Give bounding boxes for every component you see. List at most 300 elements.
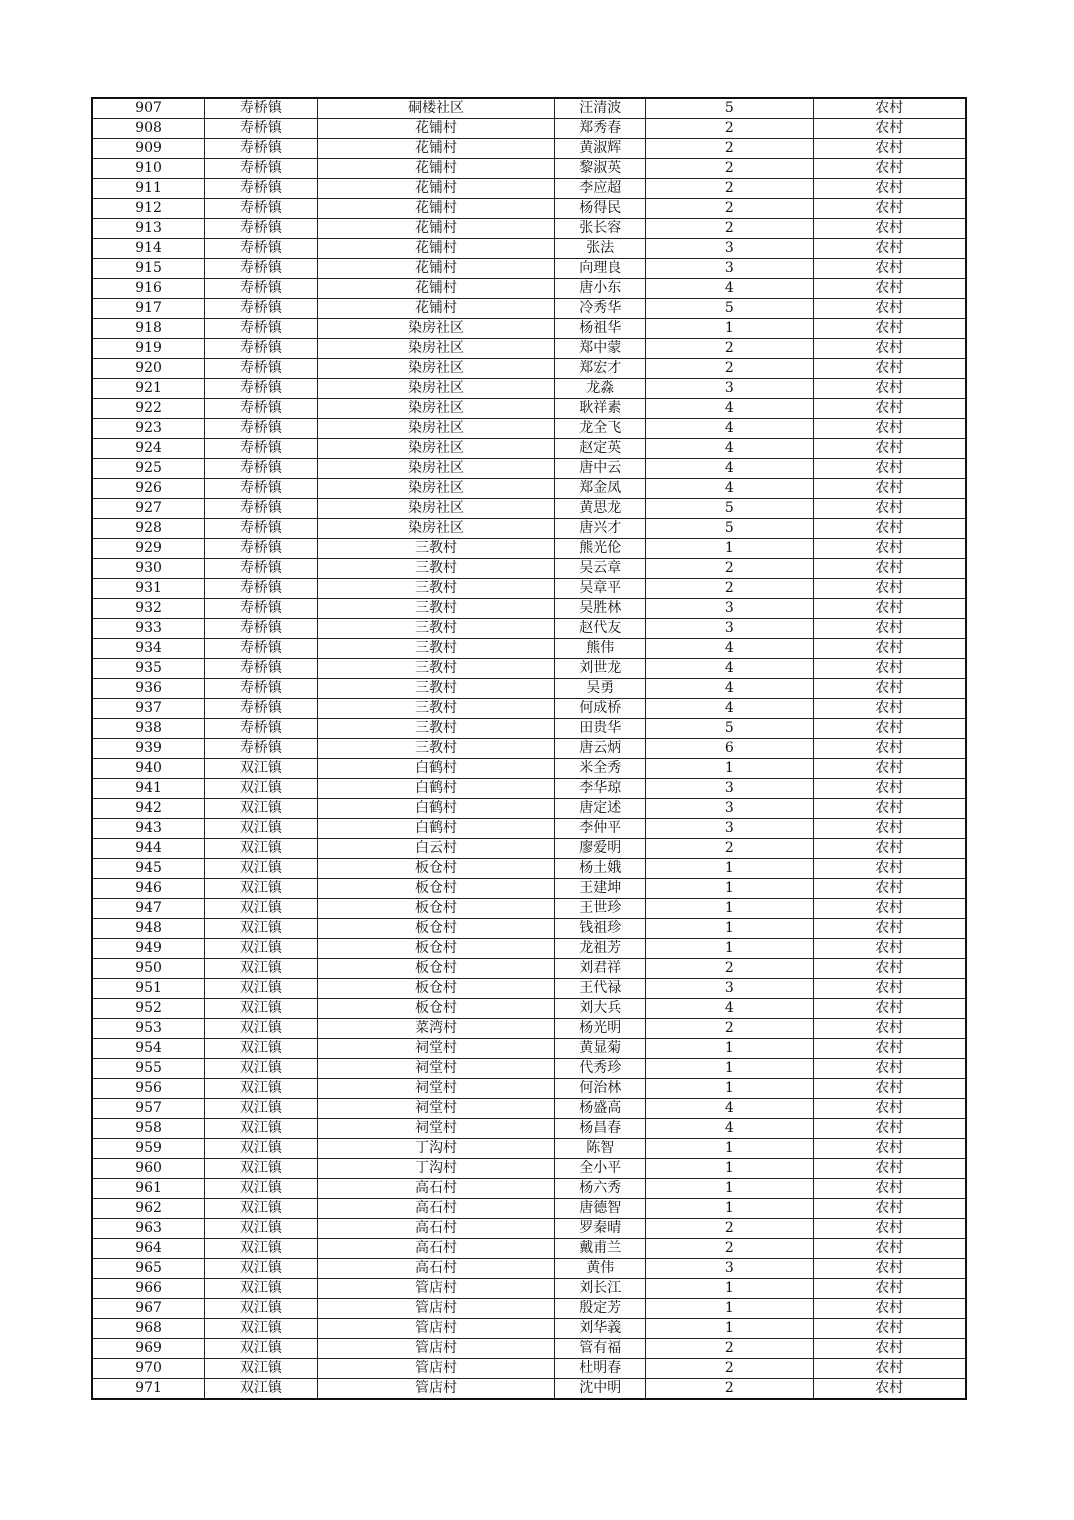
cell-town: 双江镇 [205,999,318,1019]
cell-serial-number: 961 [92,1179,205,1199]
cell-town: 双江镇 [205,1379,318,1400]
cell-type: 农村 [813,519,966,539]
cell-household-size: 1 [646,1039,813,1059]
cell-serial-number: 928 [92,519,205,539]
cell-serial-number: 915 [92,259,205,279]
table-row [92,1079,966,1099]
cell-village: 祠堂村 [317,1119,555,1139]
cell-name: 郑中蒙 [555,339,646,359]
table-row [92,1159,966,1179]
cell-name: 王代禄 [555,979,646,999]
table-row [92,859,966,879]
cell-village: 丁沟村 [317,1139,555,1159]
cell-town: 寿桥镇 [205,719,318,739]
cell-name: 何治林 [555,1079,646,1099]
cell-serial-number: 969 [92,1339,205,1359]
cell-name: 管有福 [555,1339,646,1359]
cell-type: 农村 [813,359,966,379]
cell-type: 农村 [813,259,966,279]
cell-name: 沈中明 [555,1379,646,1400]
cell-name: 刘长江 [555,1279,646,1299]
cell-serial-number: 926 [92,479,205,499]
table-row [92,999,966,1019]
cell-serial-number: 965 [92,1259,205,1279]
cell-village: 白鹤村 [317,759,555,779]
table-row [92,1339,966,1359]
cell-town: 寿桥镇 [205,639,318,659]
cell-name: 唐定述 [555,799,646,819]
cell-type: 农村 [813,1259,966,1279]
cell-serial-number: 968 [92,1319,205,1339]
cell-household-size: 2 [646,119,813,139]
table-row [92,1239,966,1259]
cell-household-size: 3 [646,379,813,399]
table-row [92,299,966,319]
cell-household-size: 1 [646,1299,813,1319]
cell-town: 寿桥镇 [205,559,318,579]
cell-town: 寿桥镇 [205,259,318,279]
cell-town: 寿桥镇 [205,439,318,459]
cell-serial-number: 931 [92,579,205,599]
cell-household-size: 4 [646,419,813,439]
cell-name: 李华琼 [555,779,646,799]
cell-town: 寿桥镇 [205,679,318,699]
cell-name: 耿祥素 [555,399,646,419]
cell-town: 双江镇 [205,959,318,979]
table-row [92,1099,966,1119]
cell-type: 农村 [813,239,966,259]
cell-serial-number: 967 [92,1299,205,1319]
cell-village: 三教村 [317,539,555,559]
cell-household-size: 1 [646,319,813,339]
cell-household-size: 1 [646,899,813,919]
cell-village: 祠堂村 [317,1099,555,1119]
cell-village: 花铺村 [317,279,555,299]
cell-type: 农村 [813,1299,966,1319]
cell-household-size: 4 [646,999,813,1019]
cell-type: 农村 [813,379,966,399]
cell-village: 板仓村 [317,939,555,959]
cell-type: 农村 [813,779,966,799]
cell-village: 染房社区 [317,339,555,359]
cell-village: 染房社区 [317,319,555,339]
cell-type: 农村 [813,139,966,159]
table-row [92,199,966,219]
cell-village: 高石村 [317,1239,555,1259]
cell-serial-number: 947 [92,899,205,919]
cell-serial-number: 964 [92,1239,205,1259]
cell-village: 花铺村 [317,199,555,219]
cell-village: 高石村 [317,1219,555,1239]
cell-name: 杨光明 [555,1019,646,1039]
cell-name: 戴甫兰 [555,1239,646,1259]
cell-household-size: 1 [646,759,813,779]
table-row [92,159,966,179]
table-row [92,439,966,459]
cell-type: 农村 [813,879,966,899]
cell-name: 黎淑英 [555,159,646,179]
cell-village: 板仓村 [317,959,555,979]
cell-serial-number: 937 [92,699,205,719]
cell-village: 板仓村 [317,859,555,879]
cell-town: 双江镇 [205,1199,318,1219]
cell-type: 农村 [813,759,966,779]
cell-type: 农村 [813,1139,966,1159]
cell-town: 寿桥镇 [205,659,318,679]
cell-name: 张长容 [555,219,646,239]
cell-serial-number: 944 [92,839,205,859]
cell-town: 双江镇 [205,799,318,819]
cell-village: 染房社区 [317,459,555,479]
cell-type: 农村 [813,899,966,919]
table-row [92,98,966,119]
table-row [92,539,966,559]
table-row [92,219,966,239]
cell-town: 寿桥镇 [205,359,318,379]
cell-town: 双江镇 [205,899,318,919]
cell-serial-number: 952 [92,999,205,1019]
cell-name: 李仲平 [555,819,646,839]
cell-name: 郑金凤 [555,479,646,499]
cell-household-size: 3 [646,979,813,999]
table-row [92,1219,966,1239]
cell-village: 染房社区 [317,399,555,419]
cell-serial-number: 918 [92,319,205,339]
cell-household-size: 1 [646,1059,813,1079]
cell-town: 双江镇 [205,1139,318,1159]
cell-name: 唐中云 [555,459,646,479]
cell-household-size: 4 [646,1119,813,1139]
cell-type: 农村 [813,499,966,519]
cell-household-size: 4 [646,699,813,719]
cell-name: 钱祖珍 [555,919,646,939]
table-row [92,779,966,799]
table-row [92,1199,966,1219]
cell-type: 农村 [813,1019,966,1039]
cell-household-size: 3 [646,599,813,619]
cell-type: 农村 [813,419,966,439]
cell-name: 刘世龙 [555,659,646,679]
cell-household-size: 5 [646,719,813,739]
cell-name: 郑秀春 [555,119,646,139]
cell-name: 杨六秀 [555,1179,646,1199]
cell-type: 农村 [813,919,966,939]
cell-name: 刘君祥 [555,959,646,979]
table-row [92,179,966,199]
table-row [92,499,966,519]
cell-name: 黄显菊 [555,1039,646,1059]
cell-type: 农村 [813,319,966,339]
cell-type: 农村 [813,439,966,459]
table-row [92,819,966,839]
cell-household-size: 5 [646,499,813,519]
cell-town: 双江镇 [205,1239,318,1259]
cell-name: 唐兴才 [555,519,646,539]
cell-name: 赵定英 [555,439,646,459]
cell-household-size: 5 [646,98,813,119]
cell-serial-number: 945 [92,859,205,879]
cell-household-size: 1 [646,1279,813,1299]
cell-type: 农村 [813,579,966,599]
cell-village: 管店村 [317,1299,555,1319]
cell-type: 农村 [813,119,966,139]
cell-serial-number: 930 [92,559,205,579]
table-row [92,259,966,279]
cell-serial-number: 935 [92,659,205,679]
cell-name: 熊光伦 [555,539,646,559]
cell-town: 双江镇 [205,859,318,879]
cell-name: 刘华義 [555,1319,646,1339]
cell-village: 高石村 [317,1179,555,1199]
cell-name: 龙淼 [555,379,646,399]
table-row [92,1039,966,1059]
cell-type: 农村 [813,559,966,579]
cell-village: 三教村 [317,559,555,579]
cell-household-size: 2 [646,219,813,239]
cell-type: 农村 [813,1059,966,1079]
cell-name: 郑宏才 [555,359,646,379]
cell-type: 农村 [813,979,966,999]
table-row [92,619,966,639]
cell-village: 祠堂村 [317,1059,555,1079]
table-row [92,679,966,699]
cell-serial-number: 907 [92,98,205,119]
table-row [92,419,966,439]
cell-household-size: 5 [646,299,813,319]
cell-village: 祠堂村 [317,1039,555,1059]
cell-serial-number: 966 [92,1279,205,1299]
cell-serial-number: 949 [92,939,205,959]
cell-type: 农村 [813,399,966,419]
cell-type: 农村 [813,1099,966,1119]
cell-household-size: 2 [646,839,813,859]
cell-type: 农村 [813,999,966,1019]
cell-type: 农村 [813,219,966,239]
cell-serial-number: 936 [92,679,205,699]
cell-town: 寿桥镇 [205,499,318,519]
cell-town: 寿桥镇 [205,579,318,599]
cell-serial-number: 954 [92,1039,205,1059]
cell-serial-number: 959 [92,1139,205,1159]
cell-serial-number: 919 [92,339,205,359]
cell-serial-number: 938 [92,719,205,739]
cell-village: 染房社区 [317,419,555,439]
table-row [92,919,966,939]
cell-household-size: 4 [646,679,813,699]
table-row [92,659,966,679]
table-body [92,98,966,1399]
cell-name: 刘大兵 [555,999,646,1019]
cell-name: 何成桥 [555,699,646,719]
cell-name: 向理良 [555,259,646,279]
cell-town: 寿桥镇 [205,399,318,419]
cell-town: 双江镇 [205,1219,318,1239]
cell-household-size: 3 [646,259,813,279]
cell-town: 双江镇 [205,1059,318,1079]
cell-name: 杨得民 [555,199,646,219]
cell-household-size: 3 [646,819,813,839]
table-row [92,339,966,359]
cell-serial-number: 914 [92,239,205,259]
cell-household-size: 4 [646,439,813,459]
table-row [92,579,966,599]
cell-name: 吴章平 [555,579,646,599]
cell-serial-number: 946 [92,879,205,899]
cell-town: 寿桥镇 [205,179,318,199]
cell-town: 双江镇 [205,879,318,899]
cell-village: 花铺村 [317,219,555,239]
cell-town: 寿桥镇 [205,119,318,139]
cell-serial-number: 913 [92,219,205,239]
cell-name: 米全秀 [555,759,646,779]
cell-type: 农村 [813,1159,966,1179]
cell-village: 三教村 [317,679,555,699]
table-row [92,699,966,719]
cell-serial-number: 962 [92,1199,205,1219]
cell-household-size: 1 [646,859,813,879]
cell-town: 寿桥镇 [205,299,318,319]
cell-town: 寿桥镇 [205,98,318,119]
cell-serial-number: 953 [92,1019,205,1039]
cell-town: 双江镇 [205,979,318,999]
cell-household-size: 6 [646,739,813,759]
cell-type: 农村 [813,639,966,659]
cell-name: 杨土娥 [555,859,646,879]
cell-town: 双江镇 [205,1039,318,1059]
cell-household-size: 3 [646,779,813,799]
cell-type: 农村 [813,1379,966,1400]
cell-town: 双江镇 [205,1179,318,1199]
cell-name: 唐小东 [555,279,646,299]
cell-type: 农村 [813,1119,966,1139]
cell-town: 寿桥镇 [205,539,318,559]
cell-town: 双江镇 [205,1319,318,1339]
cell-name: 黄淑辉 [555,139,646,159]
cell-village: 染房社区 [317,519,555,539]
table-row [92,239,966,259]
cell-village: 管店村 [317,1379,555,1400]
cell-town: 双江镇 [205,1119,318,1139]
cell-type: 农村 [813,599,966,619]
cell-household-size: 2 [646,1019,813,1039]
table-row [92,1119,966,1139]
cell-serial-number: 912 [92,199,205,219]
table-row [92,459,966,479]
cell-town: 双江镇 [205,919,318,939]
cell-household-size: 1 [646,1199,813,1219]
cell-type: 农村 [813,1079,966,1099]
cell-type: 农村 [813,1039,966,1059]
cell-village: 高石村 [317,1259,555,1279]
cell-type: 农村 [813,299,966,319]
table-row [92,719,966,739]
cell-type: 农村 [813,1319,966,1339]
cell-town: 双江镇 [205,1079,318,1099]
table-row [92,119,966,139]
table-row [92,979,966,999]
cell-serial-number: 934 [92,639,205,659]
cell-village: 染房社区 [317,379,555,399]
cell-household-size: 2 [646,1379,813,1400]
cell-village: 管店村 [317,1339,555,1359]
cell-type: 农村 [813,819,966,839]
table-row [92,1299,966,1319]
cell-name: 殷定芳 [555,1299,646,1319]
cell-household-size: 1 [646,1179,813,1199]
cell-serial-number: 932 [92,599,205,619]
cell-household-size: 1 [646,939,813,959]
table-row [92,359,966,379]
cell-household-size: 2 [646,559,813,579]
cell-village: 管店村 [317,1319,555,1339]
cell-household-size: 3 [646,799,813,819]
cell-serial-number: 911 [92,179,205,199]
cell-village: 板仓村 [317,899,555,919]
cell-serial-number: 922 [92,399,205,419]
table-row [92,1379,966,1400]
cell-village: 菜湾村 [317,1019,555,1039]
cell-town: 双江镇 [205,819,318,839]
cell-name: 王建坤 [555,879,646,899]
cell-type: 农村 [813,1279,966,1299]
table-row [92,1319,966,1339]
cell-household-size: 2 [646,339,813,359]
cell-household-size: 3 [646,619,813,639]
cell-type: 农村 [813,199,966,219]
cell-household-size: 4 [646,659,813,679]
cell-household-size: 2 [646,959,813,979]
cell-name: 陈智 [555,1139,646,1159]
cell-serial-number: 948 [92,919,205,939]
cell-name: 唐云炳 [555,739,646,759]
cell-town: 双江镇 [205,1339,318,1359]
cell-village: 花铺村 [317,259,555,279]
cell-town: 寿桥镇 [205,479,318,499]
cell-name: 罗秦晴 [555,1219,646,1239]
table-row [92,1059,966,1079]
cell-type: 农村 [813,659,966,679]
table-row [92,599,966,619]
cell-serial-number: 909 [92,139,205,159]
table-row [92,759,966,779]
cell-household-size: 2 [646,139,813,159]
cell-serial-number: 917 [92,299,205,319]
cell-type: 农村 [813,98,966,119]
cell-village: 三教村 [317,659,555,679]
cell-serial-number: 923 [92,419,205,439]
table-row [92,939,966,959]
table-row [92,1019,966,1039]
table-row [92,1279,966,1299]
cell-town: 寿桥镇 [205,199,318,219]
cell-serial-number: 956 [92,1079,205,1099]
cell-town: 双江镇 [205,1019,318,1039]
cell-village: 白鹤村 [317,799,555,819]
cell-household-size: 2 [646,359,813,379]
table-row [92,479,966,499]
cell-name: 全小平 [555,1159,646,1179]
cell-town: 寿桥镇 [205,279,318,299]
cell-name: 李应超 [555,179,646,199]
cell-type: 农村 [813,1239,966,1259]
cell-household-size: 2 [646,1339,813,1359]
cell-serial-number: 943 [92,819,205,839]
cell-name: 杜明春 [555,1359,646,1379]
cell-type: 农村 [813,959,966,979]
cell-household-size: 3 [646,1259,813,1279]
cell-household-size: 2 [646,179,813,199]
table-row [92,279,966,299]
